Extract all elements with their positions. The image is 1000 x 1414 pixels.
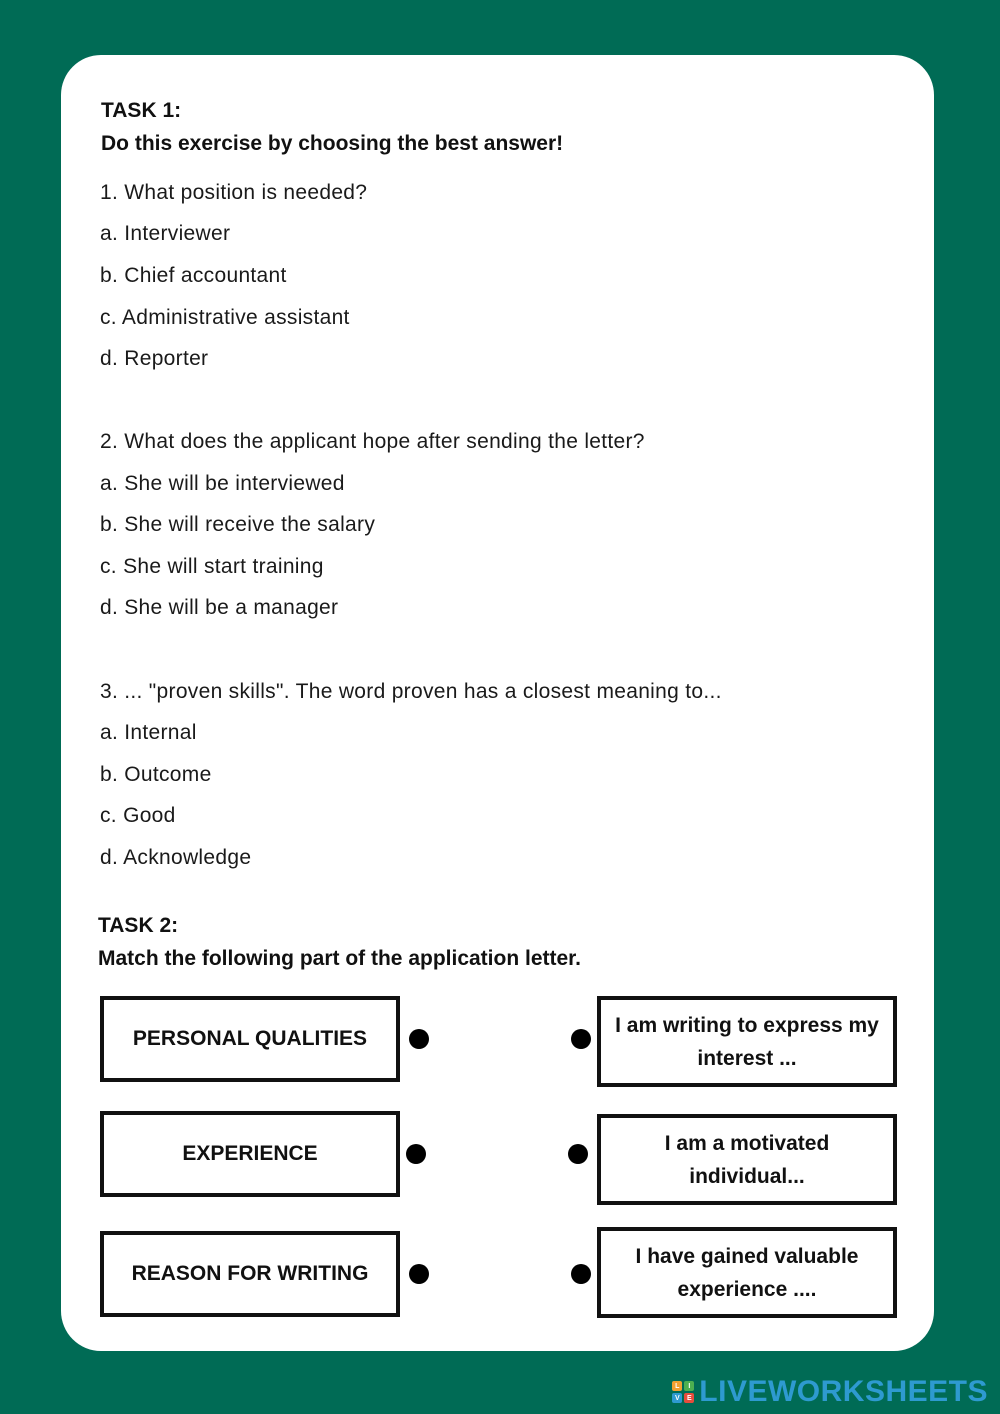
q2-option-b[interactable]: b. She will receive the salary bbox=[100, 513, 376, 536]
question-2: 2. What does the applicant hope after sending the letter? bbox=[100, 430, 645, 453]
q1-option-b[interactable]: b. Chief accountant bbox=[100, 264, 287, 287]
match-left-item: PERSONAL QUALITIES bbox=[100, 996, 400, 1082]
q2-option-c[interactable]: c. She will start training bbox=[100, 555, 324, 578]
q3-option-d[interactable]: d. Acknowledge bbox=[100, 846, 252, 869]
match-left-item: REASON FOR WRITING bbox=[100, 1231, 400, 1317]
match-left-dot[interactable] bbox=[409, 1029, 429, 1049]
q1-option-d[interactable]: d. Reporter bbox=[100, 347, 209, 370]
q3-option-c[interactable]: c. Good bbox=[100, 804, 176, 827]
logo-tile: V bbox=[672, 1393, 682, 1403]
task1-instruction: Do this exercise by choosing the best answer! bbox=[101, 132, 564, 155]
task1-heading bbox=[101, 94, 563, 160]
q2-option-d[interactable]: d. She will be a manager bbox=[100, 596, 339, 619]
task2-heading bbox=[98, 909, 581, 975]
q2-option-a[interactable]: a. She will be interviewed bbox=[100, 472, 345, 495]
match-left-dot[interactable] bbox=[406, 1144, 426, 1164]
match-left-item: EXPERIENCE bbox=[100, 1111, 400, 1197]
logo-tile: I bbox=[684, 1381, 694, 1391]
match-right-dot[interactable] bbox=[571, 1264, 591, 1284]
match-right-item: I have gained valuable experience .... bbox=[597, 1227, 897, 1318]
task2-title: TASK 2: bbox=[98, 914, 179, 937]
q1-option-a[interactable]: a. Interviewer bbox=[100, 222, 231, 245]
task2-instruction: Match the following part of the application letter. bbox=[98, 947, 582, 970]
match-left-dot[interactable] bbox=[409, 1264, 429, 1284]
question-1: 1. What position is needed? bbox=[100, 181, 368, 204]
brand-name: LIVEWORKSHEETS bbox=[699, 1375, 988, 1408]
q3-option-b[interactable]: b. Outcome bbox=[100, 763, 212, 786]
liveworksheets-logo-icon bbox=[672, 1381, 694, 1403]
q3-option-a[interactable]: a. Internal bbox=[100, 721, 197, 744]
task1-title: TASK 1: bbox=[101, 99, 182, 122]
match-right-dot[interactable] bbox=[571, 1029, 591, 1049]
match-right-item: I am writing to express my interest ... bbox=[597, 996, 897, 1087]
q1-option-c[interactable]: c. Administrative assistant bbox=[100, 306, 350, 329]
logo-tile: E bbox=[684, 1393, 694, 1403]
match-right-item: I am a motivated individual... bbox=[597, 1114, 897, 1205]
match-right-dot[interactable] bbox=[568, 1144, 588, 1164]
logo-tile: L bbox=[672, 1381, 682, 1391]
question-3: 3. ... "proven skills". The word proven has a closest meaning to... bbox=[100, 680, 722, 703]
liveworksheets-brand bbox=[672, 1375, 988, 1409]
